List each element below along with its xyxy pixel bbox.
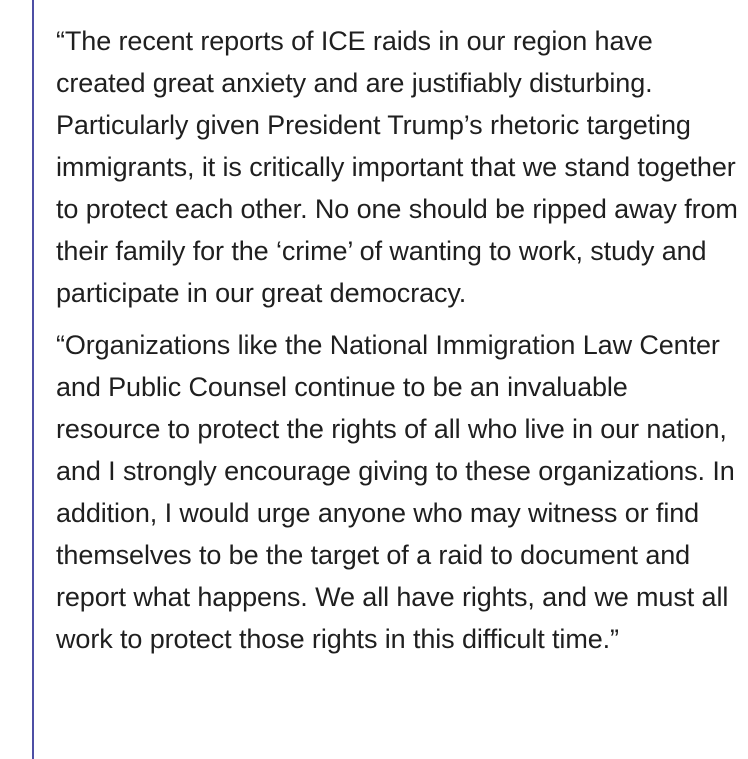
quote-left-rule — [32, 0, 34, 759]
quote-paragraph-2: “Organizations like the National Immigration Law Center and Public Counsel continue to be an invaluable resource to protect the rights of all who live in our nation, and I strongly encourage giving to these organizations. In addition, I would urge anyone who may witness or find themselves to be the target of a raid to document and report what happens. We all have rights, and we must all work to protect those rights in this difficult time.” — [56, 330, 735, 654]
quote-paragraph-1: “The recent reports of ICE raids in our region have created great anxiety and are justifiably disturbing. Particularly given President Trump’s rhetoric targeting immigrants, it is critically important that we stand together to protect each other. No one should be ripped away from their family for the ‘crime’ of wanting to work, study and participate in our great democracy. — [56, 26, 738, 308]
quote-body — [56, 20, 738, 660]
